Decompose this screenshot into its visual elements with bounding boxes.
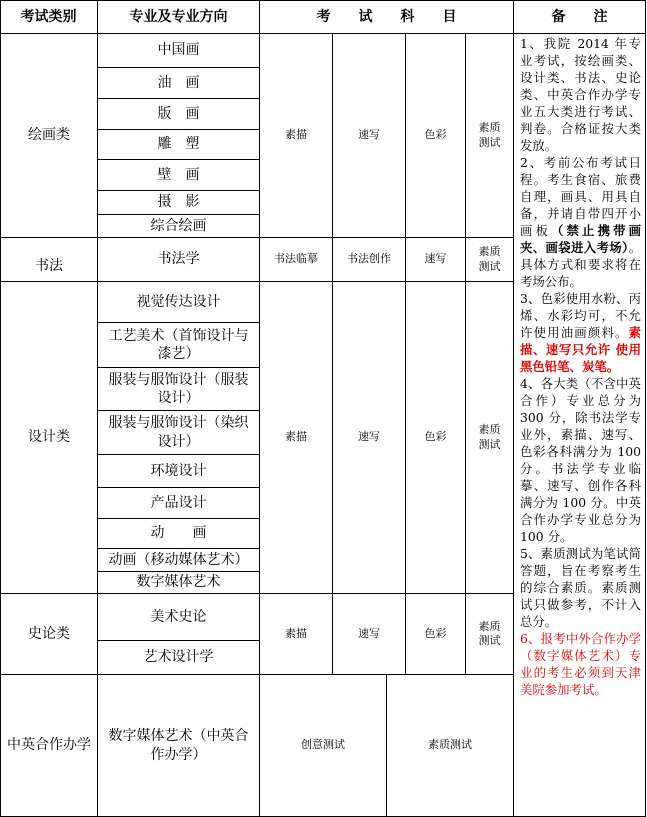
note-2-emphasis: （禁止携带画夹、画袋进入考场） (520, 223, 641, 255)
category-painting: 绘画类 (28, 127, 70, 144)
category-design: 设计类 (28, 429, 70, 446)
major-item: 产品设计 (150, 494, 207, 511)
subject-cell: 色彩 (424, 626, 447, 640)
subject-cell: 素质 测试 (478, 121, 501, 149)
note-5: 5、素质测试为笔试简答题，旨在考察考生的综合素质。素质测试只做参考，不计入总分。 (520, 546, 641, 629)
header-subjects: 考 试 科 目 (316, 8, 457, 25)
note-4: 4、各大类（不含中英合作）专业总分为 300 分，除书法学专业外，素描、速写、色彩各科满分为 100 分。书法学专业临摹、速写、创作各科满分为 100 分。中英合作办学专业总分为 100 分。 (520, 376, 641, 544)
col-divider (513, 0, 514, 817)
table-border-right (645, 0, 646, 817)
subject-cell: 书法临摹 (274, 252, 318, 266)
note-2: 2、考前公布考试日程。考生食宿、旅费自理，画具、用具自备，并请自带四开小画板 (520, 155, 641, 238)
major-item: 版 画 (157, 105, 200, 122)
major-item: 数字媒体艺术（中英合作办学） (108, 728, 249, 763)
subject-cell: 创意测试 (301, 738, 345, 752)
subject-cell: 素质测试 (428, 738, 472, 752)
subject-cell: 素描 (285, 430, 307, 444)
note-2-tail: 。具体方式和要求将在考场公布。 (520, 240, 641, 289)
major-item: 环境设计 (150, 462, 207, 479)
major-item: 美术史论 (150, 608, 207, 625)
header-notes: 备 注 (551, 8, 608, 25)
major-item: 油 画 (157, 74, 200, 91)
category-calligraphy: 书法 (35, 258, 63, 275)
subject-cell: 速写 (358, 626, 380, 640)
major-item: 数字媒体艺术 (136, 574, 221, 591)
subject-cell: 素描 (285, 626, 307, 640)
note-3: 3、色彩使用水粉、丙烯、水彩均可，不允许使用油画颜料。 (520, 291, 641, 340)
major-item: 雕 塑 (157, 136, 200, 153)
header-divider (513, 33, 646, 34)
note-6: 6、报考中外合作办学（数字媒体艺术）专业的考生必须到天津美院参加考试。 (520, 631, 641, 697)
major-item: 服装与服饰设计（染织设计） (108, 415, 249, 450)
major-item: 艺术设计学 (143, 649, 214, 666)
category-sino-british: 中英合作办学 (7, 737, 91, 754)
note-1: 1、我院 2014 年专业考试，按绘画类、设计类、书法、史论类、中英合作办学专业五大类进行考试、判卷。合格证按大类发放。 (520, 36, 641, 153)
subject-cell: 速写 (358, 430, 380, 444)
major-item: 摄 影 (157, 194, 200, 211)
subject-cell: 素质 测试 (478, 245, 501, 273)
subject-cell: 素描 (285, 128, 307, 142)
major-item: 中国画 (157, 42, 200, 59)
major-item: 视觉传达设计 (136, 293, 221, 310)
major-item: 书法学 (157, 251, 200, 268)
category-theory: 史论类 (28, 625, 70, 642)
subject-cell: 书法创作 (347, 252, 391, 266)
subject-cell: 素质 测试 (478, 423, 501, 451)
subject-cell: 素质 测试 (478, 619, 501, 647)
header-category: 考试类别 (20, 8, 77, 25)
major-item: 工艺美术（首饰设计与漆艺） (108, 327, 249, 362)
major-item: 动画（移动媒体艺术） (108, 551, 249, 568)
notes-text (520, 35, 641, 698)
major-item: 壁 画 (157, 166, 200, 183)
subject-cell: 速写 (424, 252, 447, 266)
header-major: 专业及专业方向 (129, 8, 228, 25)
major-item: 动 画 (150, 525, 207, 542)
subject-cell: 色彩 (424, 128, 447, 142)
major-item: 服装与服饰设计（服装设计） (108, 371, 249, 406)
subject-cell: 色彩 (424, 430, 447, 444)
note-3-emphasis: 素描、速写只允许 使用黑色铅笔、炭笔。 (520, 325, 641, 374)
subject-cell: 速写 (358, 128, 380, 142)
major-item: 综合绘画 (150, 217, 207, 234)
